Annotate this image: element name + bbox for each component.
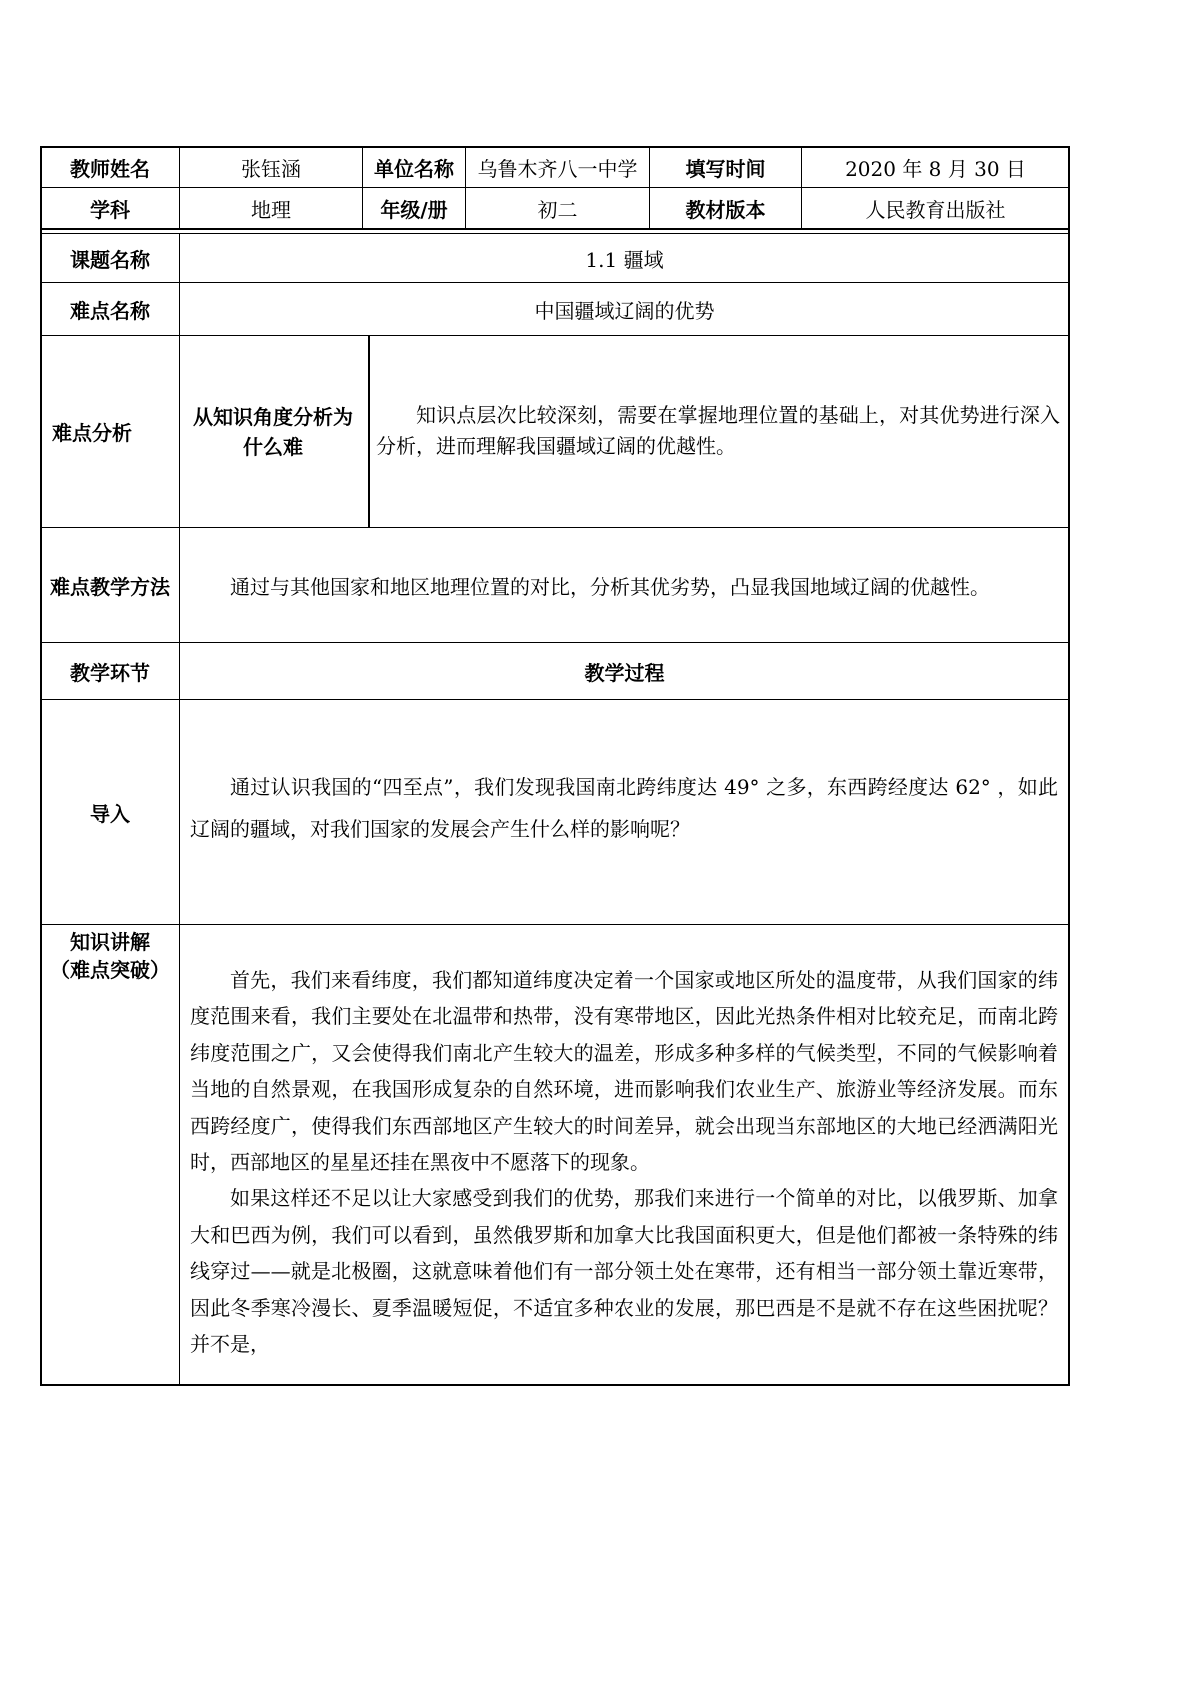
unit-value: 乌鲁木齐八一中学: [477, 156, 638, 181]
teacher-value: 张钰涵: [241, 156, 301, 181]
analysis-label: 难点分析: [52, 421, 132, 445]
knowledge-label-line2: （难点突破）: [50, 958, 170, 982]
method-text: 通过与其他国家和地区地理位置的对比，分析其优劣势，凸显我国地域辽阔的优越性。: [230, 575, 990, 599]
topic-label: 课题名称: [70, 247, 150, 272]
knowledge-text: [190, 962, 1058, 1362]
process-value: 教学过程: [584, 660, 665, 685]
knowledge-paragraph-2: 如果这样还不足以让大家感受到我们的优势，那我们来进行一个简单的对比，以俄罗斯、加拿大和巴西为例，我们可以看到，虽然俄罗斯和加拿大比我国面积更大，但是他们都被一条特殊的纬线穿过——就是北极圈，这就意味着他们有一部分领土处在寒带，还有相当一部分领土靠近寒带，因此冬季寒冷漫长、夏季温暖短促，不适宜多种农业的发展，那巴西是不是就不存在这些困扰呢？并不是，: [190, 1186, 1058, 1356]
intro-text: 通过认识我国的“四至点”，我们发现我国南北跨纬度达 49° 之多，东西跨经度达 62° ，如此辽阔的疆域，对我们国家的发展会产生什么样的影响呢？: [190, 775, 1058, 841]
unit-label: 单位名称: [374, 156, 454, 181]
difficulty-value: 中国疆域辽阔的优势: [534, 298, 715, 323]
edition-label: 教材版本: [685, 197, 766, 222]
grade-value: 初二: [537, 197, 578, 222]
knowledge-label-line1: 知识讲解: [70, 930, 150, 954]
process-label: 教学环节: [70, 660, 150, 685]
teacher-label: 教师姓名: [70, 156, 150, 181]
edition-value: 人民教育出版社: [865, 197, 1006, 222]
knowledge-paragraph-1: 首先，我们来看纬度，我们都知道纬度决定着一个国家或地区所处的温度带，从我们国家的纬度范围来看，我们主要处在北温带和热带，没有寒带地区，因此光热条件相对比较充足，而南北跨纬度范围之广，又会使得我们南北产生较大的温差，形成多种多样的气候类型，不同的气候影响着当地的自然景观，在我国形成复杂的自然环境，进而影响我们农业生产、旅游业等经济发展。而东西跨经度广，使得我们东西部地区产生较大的时间差异，就会出现当东部地区的大地已经洒满阳光时，西部地区的星星还挂在黑夜中不愿落下的现象。: [190, 968, 1058, 1174]
subject-value: 地理: [251, 197, 291, 222]
intro-label: 导入: [90, 801, 130, 826]
difficulty-label: 难点名称: [70, 298, 150, 323]
knowledge-label-cell: [40, 924, 180, 1386]
method-label: 难点教学方法: [50, 574, 170, 599]
topic-value: 1.1 疆域: [585, 247, 664, 272]
analysis-text: 知识点层次比较深刻，需要在掌握地理位置的基础上，对其优势进行深入分析，进而理解我国疆域辽阔的优越性。: [376, 403, 1060, 458]
grade-label: 年级/册: [380, 197, 448, 222]
analysis-sublabel: 从知识角度分析为什么难: [193, 404, 353, 459]
subject-label: 学科: [90, 197, 130, 222]
time-value: 2020 年 8 月 30 日: [845, 156, 1026, 181]
knowledge-label: [40, 928, 180, 984]
time-label: 填写时间: [685, 156, 766, 181]
